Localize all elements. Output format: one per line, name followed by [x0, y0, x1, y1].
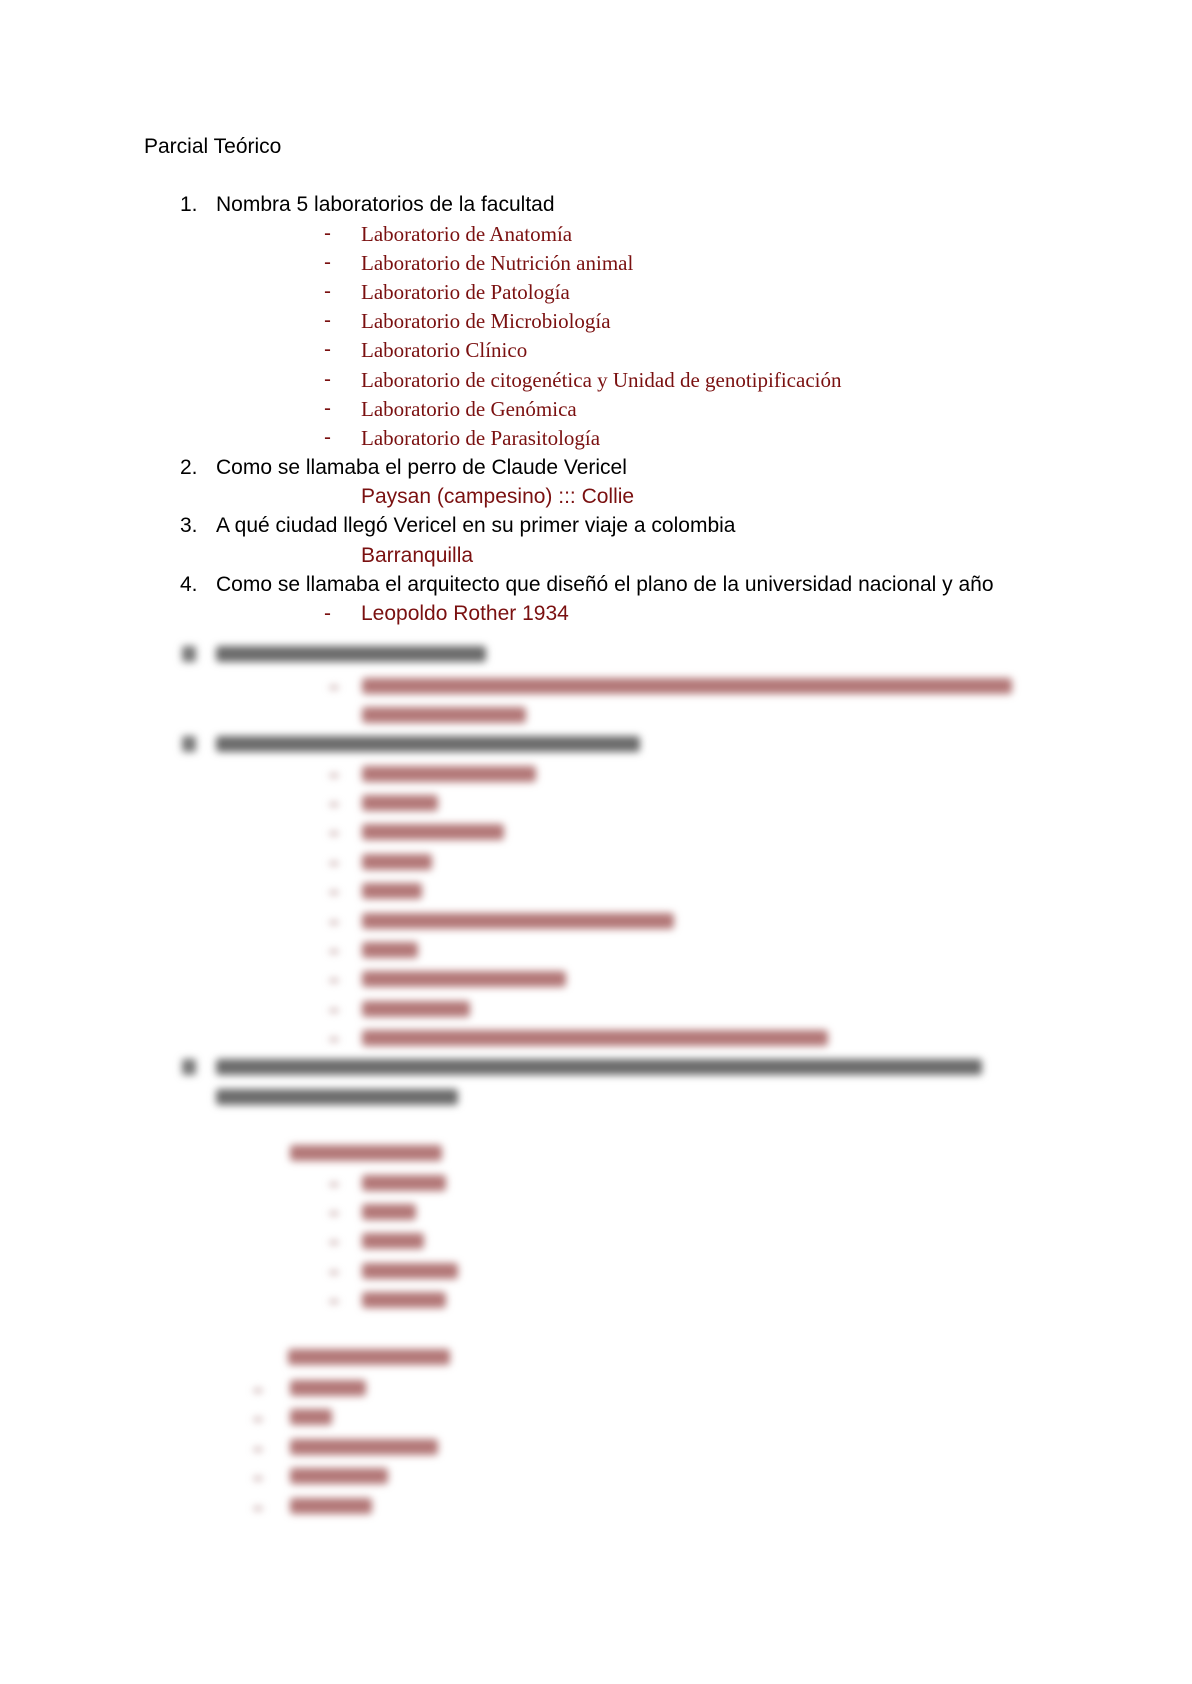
blurred-dash — [330, 803, 338, 806]
blurred-answer — [290, 1380, 366, 1396]
question-3-text: A qué ciudad llegó Vericel en su primer viaje a colombia — [216, 514, 736, 537]
blurred-answer — [362, 1263, 458, 1279]
answer-1-item: Laboratorio de citogenética y Unidad de genotipificación — [361, 368, 842, 392]
blurred-dash — [330, 686, 338, 689]
blurred-dash — [254, 1477, 262, 1480]
answer-2: Paysan (campesino) ::: Collie — [361, 485, 635, 508]
question-2-number: 2. — [180, 456, 198, 479]
bullet-dash: - — [324, 426, 331, 449]
blurred-dash — [254, 1418, 262, 1421]
question-1-text: Nombra 5 laboratorios de la facultad — [216, 193, 555, 216]
blurred-heading — [288, 1349, 450, 1365]
blurred-dash — [330, 921, 338, 924]
blurred-dash — [330, 774, 338, 777]
blurred-answer — [290, 1468, 388, 1484]
blurred-answer — [362, 1233, 424, 1249]
question-2-text: Como se llamaba el perro de Claude Vericel — [216, 456, 627, 479]
question-3-number: 3. — [180, 514, 198, 537]
blurred-heading — [290, 1145, 442, 1161]
question-4-text: Como se llamaba el arquitecto que diseñó el plano de la universidad nacional y año — [216, 573, 994, 596]
blurred-dash — [330, 1241, 338, 1244]
blurred-dash — [330, 979, 338, 982]
blurred-answer — [362, 1175, 446, 1191]
blurred-number — [182, 646, 196, 662]
question-4-number: 4. — [180, 573, 198, 596]
blurred-dash — [330, 950, 338, 953]
blurred-answer — [362, 1001, 470, 1017]
blurred-dash — [330, 1212, 338, 1215]
blurred-dash — [254, 1448, 262, 1451]
blurred-answer — [362, 707, 526, 723]
blurred-answer — [290, 1439, 438, 1455]
bullet-dash: - — [324, 280, 331, 303]
blurred-answer — [362, 913, 674, 929]
blurred-answer — [290, 1498, 372, 1514]
answer-4: Leopoldo Rother 1934 — [361, 602, 569, 625]
blurred-dash — [330, 832, 338, 835]
blurred-question — [216, 1059, 982, 1075]
blurred-dash — [254, 1389, 262, 1392]
document-title: Parcial Teórico — [144, 135, 282, 158]
blurred-dash — [330, 862, 338, 865]
blurred-answer — [362, 678, 1012, 694]
blurred-answer — [362, 883, 422, 899]
answer-1-item: Laboratorio de Anatomía — [361, 222, 573, 246]
blurred-question — [216, 1089, 458, 1105]
answer-1-item: Laboratorio de Parasitología — [361, 426, 601, 450]
answer-1-item: Laboratorio Clínico — [361, 338, 528, 362]
blurred-number — [182, 736, 196, 752]
answer-1-item: Laboratorio de Genómica — [361, 397, 577, 421]
blurred-answer — [362, 854, 432, 870]
bullet-dash: - — [324, 251, 331, 274]
answer-1-item: Laboratorio de Microbiología — [361, 309, 611, 333]
answer-1-item: Laboratorio de Patología — [361, 280, 570, 304]
bullet-dash: - — [324, 309, 331, 332]
blurred-answer — [290, 1409, 332, 1425]
blurred-question — [216, 646, 486, 662]
blurred-answer — [362, 1204, 416, 1220]
blurred-answer — [362, 1030, 828, 1046]
bullet-dash: - — [324, 338, 331, 361]
answer-3: Barranquilla — [361, 544, 474, 567]
blurred-number — [182, 1059, 196, 1075]
blurred-dash — [254, 1507, 262, 1510]
bullet-dash: - — [324, 368, 331, 391]
bullet-dash: - — [324, 222, 331, 245]
bullet-dash: - — [324, 397, 331, 420]
blurred-answer — [362, 795, 438, 811]
blurred-answer — [362, 1292, 446, 1308]
blurred-dash — [330, 1271, 338, 1274]
answer-1-item: Laboratorio de Nutrición animal — [361, 251, 634, 275]
question-1-number: 1. — [180, 193, 198, 216]
blurred-answer — [362, 942, 418, 958]
blurred-question — [216, 736, 640, 752]
blurred-dash — [330, 1038, 338, 1041]
blurred-dash — [330, 1009, 338, 1012]
blurred-dash — [330, 891, 338, 894]
blurred-answer — [362, 971, 566, 987]
blurred-answer — [362, 766, 536, 782]
blurred-dash — [330, 1300, 338, 1303]
blurred-answer — [362, 824, 504, 840]
bullet-dash: - — [324, 602, 331, 625]
blurred-dash — [330, 1183, 338, 1186]
